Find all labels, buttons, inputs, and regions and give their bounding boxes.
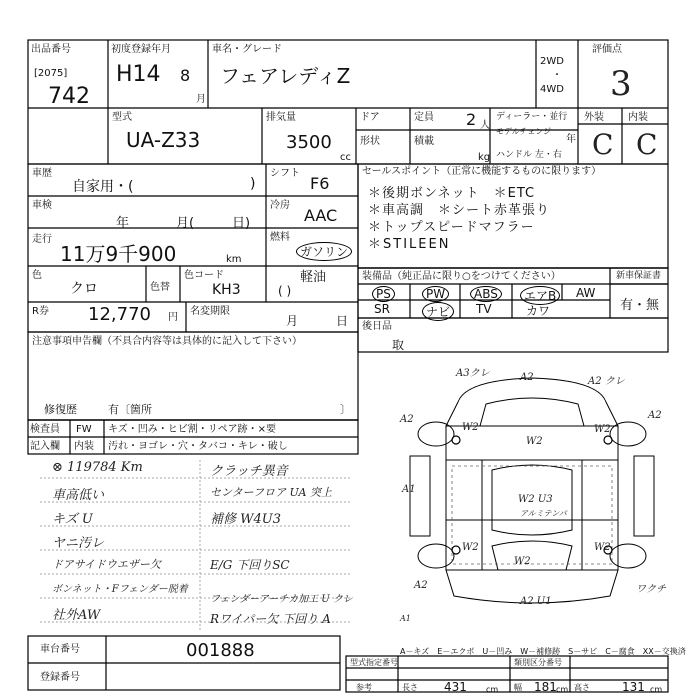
- recycle-value: 12,770: [88, 304, 151, 325]
- new-warranty-value: 有・無: [620, 298, 660, 313]
- diagram-note: W2: [526, 436, 543, 447]
- first-reg-month-unit: 月: [196, 94, 206, 105]
- color-value: クロ: [70, 281, 98, 297]
- sales-point-item: ＊車高調 ＊シート赤革張り: [368, 203, 551, 218]
- handwritten-note-right: フェンダーアーチカ加工 U クレ: [210, 594, 353, 605]
- capacity-value: 2: [466, 110, 477, 129]
- equip-ps: PS: [372, 286, 395, 302]
- score-label: 評価点: [592, 44, 622, 55]
- sales-points-header: セールスポイント（正常に機能するものに限ります）: [362, 166, 602, 177]
- length-unit: cm: [486, 685, 499, 694]
- repair-history-value: 有〔箇所: [108, 403, 152, 416]
- model-value: UA-Z33: [126, 128, 201, 152]
- lot-number: 742: [48, 84, 90, 109]
- equip-airbag: エアB: [520, 286, 560, 305]
- inspector-exterior-row: キズ・凹み・ヒビ割・リペア跡・×要: [108, 424, 276, 435]
- interior-label: 内装: [628, 112, 648, 123]
- lot-sub: [2075]: [34, 68, 68, 79]
- sales-point-item: ＊トップスピードマフラー: [368, 220, 535, 235]
- notes-header: 注意事項申告欄（不具合内容等は具体的に記入して下さい）: [32, 336, 302, 347]
- diagram-note: A2 U1: [520, 596, 552, 607]
- repair-history-close: 〕: [340, 403, 351, 416]
- history-value: 自家用・(: [72, 179, 134, 195]
- handwritten-note-right: センターフロア UA 突上: [210, 486, 332, 499]
- inspector-interior-row: 汚れ・ヨゴレ・穴・タバコ・キレ・破し: [108, 441, 288, 452]
- height-unit: cm: [650, 685, 663, 694]
- shift-label: シフト: [270, 168, 300, 179]
- handwritten-note: キズ U: [52, 512, 93, 527]
- mileage-label: 走行: [32, 234, 52, 245]
- sales-point-item: ＊STILEEN: [368, 237, 451, 252]
- first-reg-year: H14: [116, 62, 161, 87]
- fuel-diesel: 軽油: [300, 270, 327, 285]
- load-label: 積載: [414, 136, 434, 147]
- handwritten-note: ボンネット・Fフェンダー脱着: [52, 584, 188, 595]
- equip-navi: ナビ: [422, 302, 454, 321]
- handwritten-note: 車高低い: [52, 488, 105, 503]
- displacement-unit: cc: [340, 152, 351, 163]
- ac-value: AAC: [304, 206, 338, 225]
- equip-abs: ABS: [470, 286, 502, 302]
- reg-deadline-month: 月: [286, 314, 299, 328]
- recycle-unit: 円: [168, 312, 178, 323]
- color-code-label: 色コード: [184, 270, 224, 281]
- equip-tv: TV: [476, 302, 492, 316]
- first-reg-month: 8: [180, 66, 191, 85]
- color-label: 色: [32, 270, 42, 281]
- displacement-value: 3500: [286, 132, 332, 153]
- reg-deadline-label: 名変期限: [190, 306, 230, 317]
- inspector-label: 検査員: [30, 424, 60, 435]
- chassis-label: 車台番号: [40, 644, 80, 655]
- diagram-note: A1: [402, 484, 416, 495]
- diagram-note: A3クレ: [456, 368, 490, 379]
- handwritten-note-right: Rワイパー欠 下回り A: [210, 612, 331, 626]
- inspector-fw: FW: [76, 424, 92, 435]
- mileage-value: 11万9千900: [60, 242, 177, 266]
- exterior-value: C: [592, 128, 614, 161]
- category-label: 類別区分番号: [514, 658, 562, 667]
- lot-label: 出品番号: [31, 44, 71, 55]
- fuel-label: 燃料: [270, 232, 290, 243]
- color-code-value: KH3: [212, 282, 241, 298]
- shift-value: F6: [310, 174, 330, 193]
- diagram-note: A2: [648, 410, 662, 421]
- inspector-interior: 内装: [74, 441, 94, 452]
- diagram-note: W2: [594, 424, 611, 435]
- length-value: 431: [444, 680, 467, 694]
- diagram-note: A2 クレ: [588, 376, 625, 387]
- car-name-label: 車名・グレード: [212, 44, 282, 55]
- inspection-day: 日): [232, 216, 251, 231]
- sales-point-item: ＊後期ボンネット ＊ETC: [368, 186, 536, 201]
- capacity-unit: 人: [480, 120, 490, 131]
- first-reg-label: 初度登録年月: [111, 44, 171, 55]
- history-close: ): [250, 176, 256, 192]
- handle-label: ハンドル 左・右: [496, 150, 562, 160]
- height-label: 高さ: [574, 683, 590, 692]
- drive-4wd: 4WD: [540, 84, 564, 95]
- history-label: 車歴: [32, 168, 52, 179]
- diagram-note: W2: [594, 542, 611, 553]
- reference-label: 参考: [356, 683, 372, 692]
- recycle-label: R券: [32, 306, 49, 317]
- equip-sr: SR: [374, 302, 390, 316]
- model-change-label: モデルチェンジ: [496, 127, 552, 136]
- load-unit: kg: [478, 152, 491, 163]
- inspection-year: 年: [116, 216, 130, 231]
- backseat-label: 後日品: [362, 321, 392, 332]
- reg-number-label: 登録番号: [40, 672, 80, 683]
- fuel-paren: ( ): [278, 284, 292, 298]
- model-change-value: 年: [566, 134, 576, 145]
- diagram-note: A2: [400, 414, 414, 425]
- diagram-note: W2: [514, 556, 531, 567]
- inspection-month: 月(: [176, 216, 195, 231]
- displacement-label: 排気量: [266, 112, 296, 123]
- equip-pw: PW: [422, 286, 449, 302]
- diagram-note: W2: [462, 542, 479, 553]
- damage-legend: A－キズ E－エクボ U－凹み W－補修跡 S－サビ C－腐食 XX－交換済: [400, 647, 686, 656]
- equip-aw: AW: [576, 286, 596, 300]
- length-label: 長さ: [402, 683, 418, 692]
- new-warranty-label: 新車保証書: [616, 271, 662, 281]
- width-value: 181: [534, 680, 557, 694]
- handwritten-note: 社外AW: [52, 608, 101, 623]
- diagram-note: ワクチ: [636, 584, 666, 595]
- handwritten-note: ヤニ汚レ: [52, 536, 105, 551]
- handwritten-note: ⊗ 119784 Km: [52, 460, 143, 475]
- equip-leather: カワ: [526, 304, 551, 318]
- interior-value: C: [636, 128, 658, 161]
- handwritten-note-right: クラッチ異音: [210, 464, 288, 479]
- diagram-note: A1: [400, 614, 411, 623]
- drive-dot: ・: [552, 70, 562, 81]
- diagram-note: A2: [520, 372, 534, 383]
- model-label: 型式: [112, 112, 132, 123]
- color-change-label: 色替: [150, 282, 170, 293]
- diagram-note: W2 U3: [518, 494, 553, 505]
- handwritten-note-right: E/G 下回りSC: [210, 558, 290, 572]
- type-designation-label: 型式指定番号: [350, 658, 398, 667]
- score-value: 3: [610, 64, 632, 104]
- chassis-value: 001888: [186, 640, 255, 661]
- backseat-value: 取: [392, 338, 405, 352]
- handwritten-note-right: 補修 W4U3: [210, 512, 281, 527]
- handwritten-note: ドアサイドウエザー欠: [52, 558, 161, 571]
- mileage-unit: km: [226, 254, 242, 265]
- reg-deadline-day: 日: [336, 314, 349, 328]
- inspector-entry-label: 記入欄: [30, 441, 60, 452]
- diagram-note: W2: [462, 422, 479, 433]
- shape-label: 形状: [360, 136, 380, 147]
- car-name-value: フェアレディZ: [220, 64, 351, 88]
- fuel-gas: ガソリン: [296, 242, 352, 261]
- width-label: 幅: [514, 683, 522, 692]
- height-value: 131: [622, 680, 645, 694]
- dealer-label: ディーラー・並行: [496, 112, 568, 122]
- repair-history-label: 修復歴: [44, 403, 77, 416]
- exterior-label: 外装: [584, 112, 604, 123]
- capacity-label: 定員: [414, 112, 434, 123]
- doors-label: ドア: [360, 112, 380, 123]
- diagram-note: アルミテンパ: [520, 509, 567, 518]
- width-unit: cm: [556, 685, 569, 694]
- inspection-label: 車検: [32, 200, 52, 211]
- equipment-header: 装備品（純正品に限り○をつけてください）: [362, 271, 561, 282]
- ac-label: 冷房: [270, 200, 290, 211]
- drive-2wd: 2WD: [540, 56, 564, 67]
- diagram-note: A2: [414, 580, 428, 591]
